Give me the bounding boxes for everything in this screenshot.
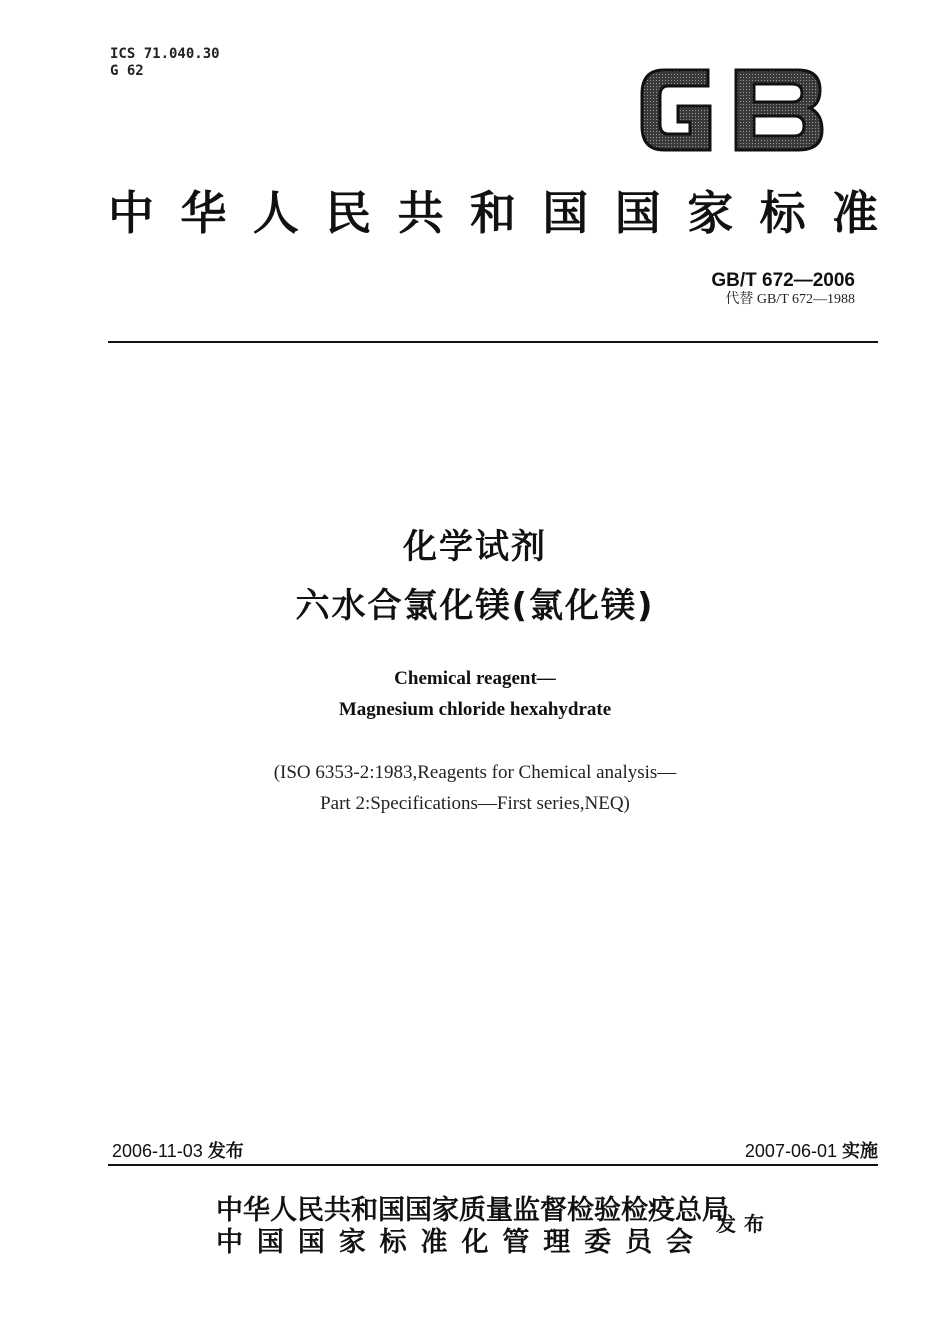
publish-date: 2006-11-03: [112, 1141, 203, 1161]
gb-logo-mark: [638, 62, 826, 158]
implement-date-block: [745, 1140, 878, 1163]
title-cn-line2: 六水合氯化镁(氯化镁): [295, 586, 655, 626]
ics-code: ICS 71.040.30: [110, 46, 220, 62]
replaces-standard: 代替 GB/T 672—1988: [725, 292, 855, 307]
implement-date: 2007-06-01: [744, 1141, 837, 1161]
national-standard-title: 中华人民共和国国家标准: [108, 186, 878, 240]
ccs-code: G 62: [110, 63, 144, 79]
issuer-aqsiq: 中华人民共和国国家质量监督检验检疫总局: [216, 1195, 729, 1226]
iso-reference-line1: (ISO 6353-2:1983,Reagents for Chemical analysis—: [273, 762, 677, 783]
title-cn-line1: 化学试剂: [403, 527, 547, 567]
title-en-line1: Chemical reagent—: [394, 668, 556, 689]
issue-label: 发布: [716, 1212, 772, 1236]
publish-date-block: [112, 1140, 244, 1163]
classification-codes: [110, 46, 220, 80]
implement-label: 实施: [842, 1141, 878, 1162]
publish-label: 发布: [207, 1141, 244, 1162]
issuer-sac: 中国国家标准化管理委员会: [216, 1227, 693, 1258]
standard-code: GB/T 672—2006: [711, 270, 855, 291]
title-en-line2: Magnesium chloride hexahydrate: [338, 699, 612, 720]
top-divider: [108, 341, 878, 343]
iso-reference-line2: Part 2:Specifications—First series,NEQ): [320, 793, 630, 814]
gb-logo: [638, 62, 826, 158]
bottom-divider: [108, 1164, 878, 1166]
logo-letter-b: [736, 70, 822, 150]
logo-letter-g: [642, 70, 710, 150]
